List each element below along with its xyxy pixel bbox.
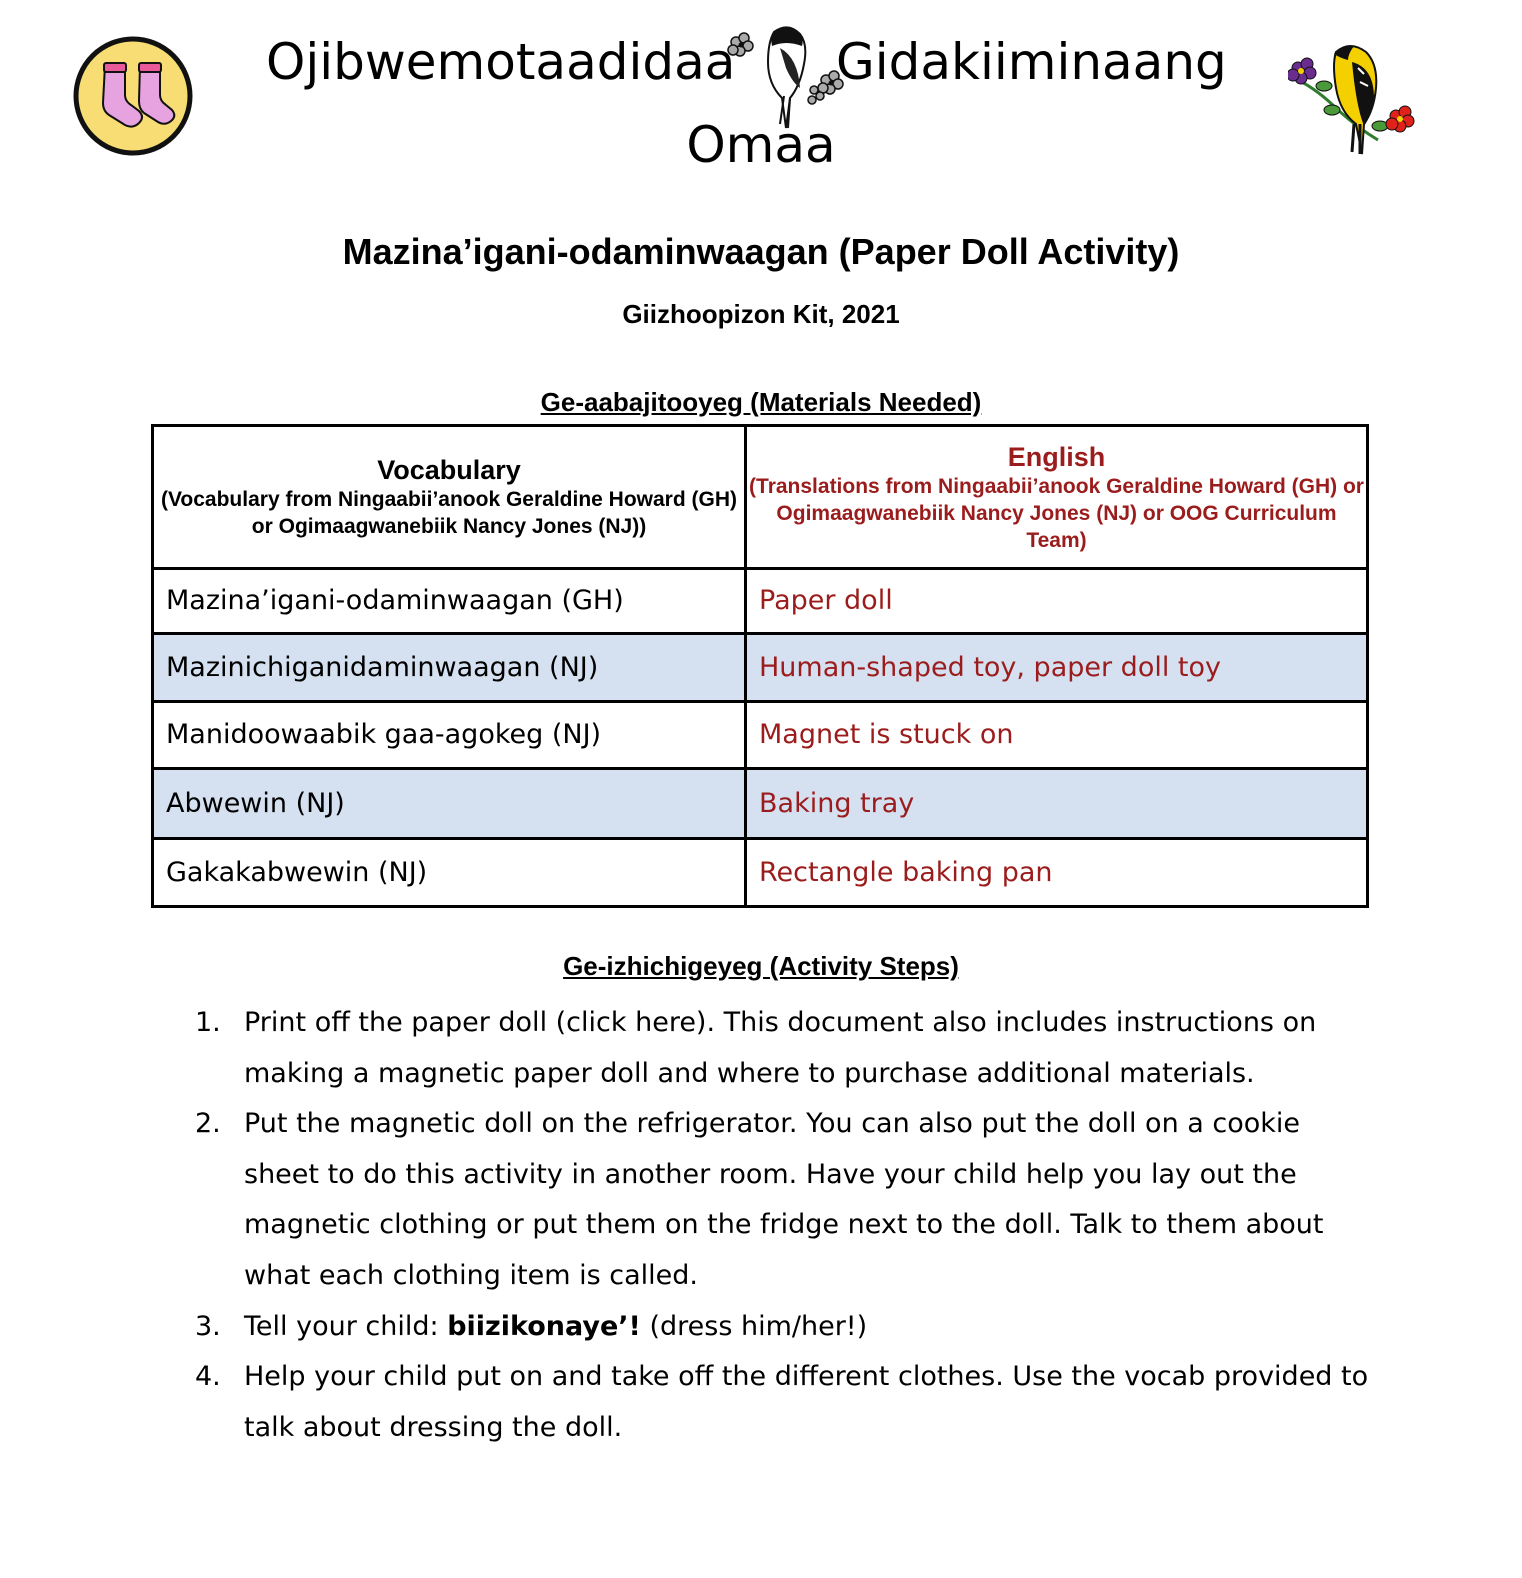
- step-text-bold: biizikonaye’!: [447, 1310, 641, 1342]
- materials-table: [151, 424, 1369, 908]
- header-title-line2: Omaa: [686, 116, 836, 174]
- vocab-cell: Mazina’igani-odaminwaagan (GH): [153, 569, 746, 634]
- table-row: [153, 702, 1368, 769]
- step-text: Print off the paper doll (click here). This document also includes instructions on making a magnetic paper doll and where to purchase additional materials.: [244, 1007, 1317, 1089]
- column-title: Vocabulary: [377, 455, 521, 485]
- step-number: 1.: [195, 1007, 221, 1038]
- step-text: Put the magnetic doll on the refrigerator. You can also put the doll on a cookie sheet to do this activity in another room. Have your child help you lay out the magnetic clothing or put them on the fridge next to the doll. Talk to them about what each clothing item is called.: [244, 1108, 1324, 1291]
- step-number: 4.: [195, 1361, 221, 1393]
- activity-steps-list: [195, 998, 1375, 1453]
- vocabulary-column-header: [153, 426, 746, 569]
- table-row: [153, 569, 1368, 634]
- step-text-prefix: Tell your child:: [244, 1310, 448, 1342]
- list-item: [195, 1099, 1375, 1301]
- english-cell: Baking tray: [746, 769, 1368, 839]
- step-number: 2.: [195, 1108, 221, 1140]
- vocab-cell: Mazinichiganidaminwaagan (NJ): [153, 634, 746, 702]
- list-item: [195, 998, 1375, 1099]
- english-cell: Human-shaped toy, paper doll toy: [746, 634, 1368, 702]
- document-title: Mazina’igani-odaminwaagan (Paper Doll Activity): [342, 231, 1180, 272]
- column-subtitle: (Vocabulary from Ningaabii’anook Geraldine Howard (GH) or Ogimaagwanebiik Nancy Jones (NJ)): [160, 488, 738, 538]
- list-item: [195, 1302, 1375, 1353]
- header-title-right: Gidakiiminaang: [836, 33, 1227, 91]
- english-column-header: [746, 426, 1368, 569]
- vocab-cell: Gakakabwewin (NJ): [153, 839, 746, 907]
- english-cell: Magnet is stuck on: [746, 702, 1368, 769]
- table-header-row: [153, 426, 1368, 569]
- list-item: [195, 1352, 1375, 1453]
- step-number: 3.: [195, 1310, 221, 1342]
- materials-heading: Ge-aabajitooyeg (Materials Needed): [540, 387, 982, 417]
- english-cell: Paper doll: [746, 569, 1368, 634]
- table-row: [153, 839, 1368, 907]
- header-title-left: Ojibwemotaadidaa: [266, 33, 736, 91]
- english-cell: Rectangle baking pan: [746, 839, 1368, 907]
- table-row: [153, 634, 1368, 702]
- column-title: English: [1007, 441, 1106, 472]
- table-row: [153, 769, 1368, 839]
- steps-heading: Ge-izhichigeyeg (Activity Steps): [563, 951, 959, 981]
- step-text: Help your child put on and take off the different clothes. Use the vocab provided to talk about dressing the doll.: [244, 1361, 1369, 1443]
- step-text-suffix: (dress him/her!): [640, 1310, 868, 1342]
- vocab-cell: Abwewin (NJ): [153, 769, 746, 839]
- column-subtitle: (Translations from Ningaabii’anook Geraldine Howard (GH) or Ogimaagwanebiik Nancy Jones (NJ) or OOG Curriculum Team): [749, 474, 1364, 552]
- document-subtitle: Giizhoopizon Kit, 2021: [622, 299, 900, 329]
- vocab-cell: Manidoowaabik gaa-agokeg (NJ): [153, 702, 746, 769]
